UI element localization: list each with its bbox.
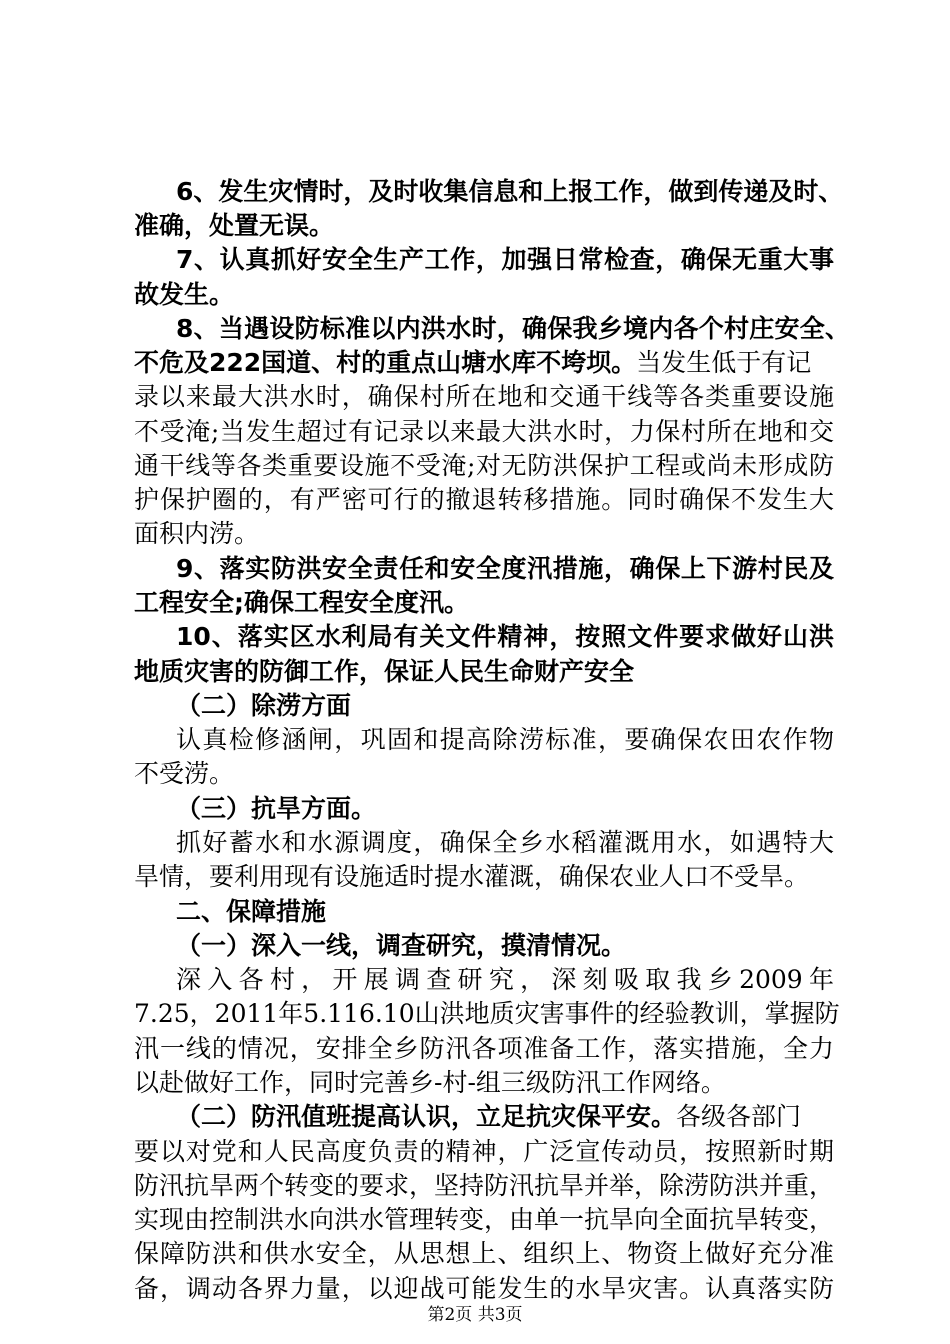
regular-segment: 当发生低于有记 <box>636 348 812 377</box>
paragraph-line: 以赴做好工作，同时完善乡-村-组三级防汛工作网络。 <box>134 1068 726 1097</box>
paragraph-line <box>176 1100 876 1134</box>
paragraph-line: 深入各村，开展调查研究，深刻吸取我乡2009年 <box>176 965 834 994</box>
paragraph-line: 6、发生灾情时，及时收集信息和上报工作，做到传递及时、 <box>176 177 844 206</box>
paragraph-line: 9、落实防洪安全责任和安全度汛措施，确保上下游村民及 <box>176 554 834 583</box>
paragraph-line: 8、当遇设防标准以内洪水时，确保我乡境内各个村庄安全、 <box>176 314 850 343</box>
paragraph-line <box>134 346 834 380</box>
paragraph-line: 实现由控制洪水向洪水管理转变，由单一抗旱向全面抗旱转变， <box>134 1205 835 1234</box>
paragraph-line: 工程安全;确保工程安全度汛。 <box>134 588 469 617</box>
paragraph-line: 7、认真抓好安全生产工作，加强日常检查，确保无重大事 <box>176 245 834 274</box>
paragraph-line: 不受涝。 <box>134 759 235 788</box>
paragraph-line: 录以来最大洪水时，确保村所在地和交通干线等各类重要设施 <box>134 382 834 411</box>
paragraph-line: 10、落实区水利局有关文件精神，按照文件要求做好山洪 <box>176 622 834 651</box>
paragraph-line: 抓好蓄水和水源调度，确保全乡水稻灌溉用水，如遇特大 <box>176 828 834 857</box>
section-heading: （三）抗旱方面。 <box>176 794 377 823</box>
paragraph-line: 要以对党和人民高度负责的精神，广泛宣传动员，按照新时期 <box>134 1137 834 1166</box>
paragraph-line: 备，调动各界力量，以迎战可能发生的水旱灾害。认真落实防 <box>134 1274 834 1303</box>
paragraph-line: 旱情，要利用现有设施适时提水灌溉，确保农业人口不受旱。 <box>134 862 810 891</box>
paragraph-line: 保障防洪和供水安全，从思想上、组织上、物资上做好充分准 <box>134 1239 834 1268</box>
regular-segment: 各级各部门 <box>676 1102 802 1131</box>
section-heading: （二）除涝方面 <box>176 691 352 720</box>
paragraph-line: 汛一线的情况，安排全乡防汛各项准备工作，落实措施，全力 <box>134 1034 834 1063</box>
section-heading: （一）深入一线，调查研究，摸清情况。 <box>176 931 627 960</box>
paragraph-line: 认真检修涵闸，巩固和提高除涝标准，要确保农田农作物 <box>176 725 834 754</box>
paragraph-line: 护保护圈的，有严密可行的撤退转移措施。同时确保不发生大 <box>134 485 834 514</box>
paragraph-line: 7.25，2011年5.116.10山洪地质灾害事件的经验教训，掌握防 <box>134 999 840 1028</box>
paragraph-line: 故发生。 <box>134 280 235 309</box>
paragraph-line: 面积内涝。 <box>134 519 260 548</box>
paragraph-line: 地质灾害的防御工作，保证人民生命财产安全 <box>134 657 635 686</box>
paragraph-line: 不受淹;当发生超过有记录以来最大洪水时，力保村所在地和交 <box>134 417 834 446</box>
paragraph-line: 通干线等各类重要设施不受淹;对无防洪保护工程或尚未形成防 <box>134 451 834 480</box>
bold-segment: 不危及222国道、村的重点山塘水库不垮坝。 <box>134 348 637 377</box>
bold-segment: （二）防汛值班提高认识，立足抗灾保平安。 <box>176 1102 677 1131</box>
paragraph-line: 准确，处置无误。 <box>134 211 335 240</box>
paragraph-line: 防汛抗旱两个转变的要求，坚持防汛抗旱并举，除涝防洪并重， <box>134 1171 835 1200</box>
section-heading: 二、保障措施 <box>176 897 327 926</box>
page-footer: 第2页 共3页 <box>427 1305 523 1325</box>
